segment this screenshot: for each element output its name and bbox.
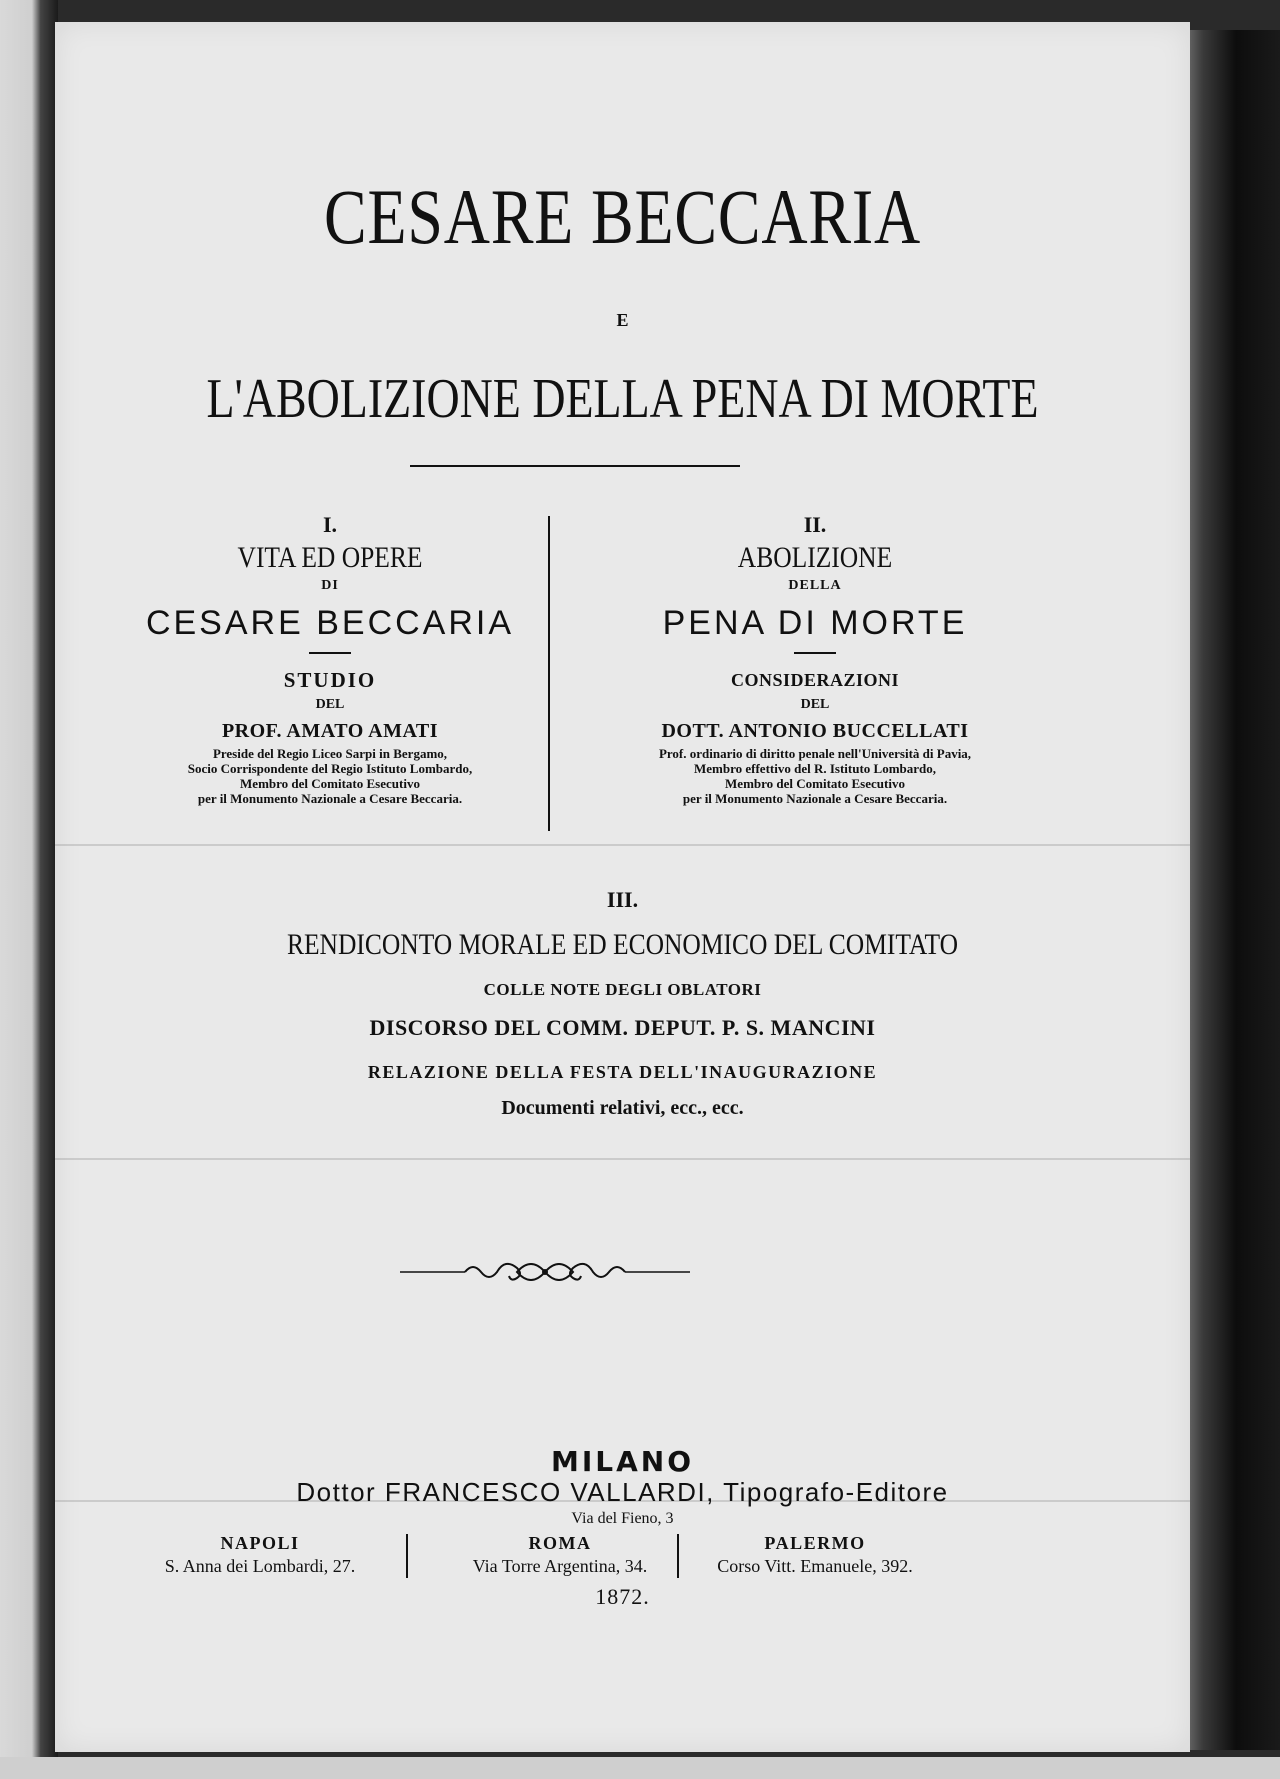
branch-divider [406,1534,408,1578]
page-fold-line [55,1158,1190,1160]
author-credential: per il Monumento Nazionale a Cesare Beccaria. [682,791,948,806]
part-by: DEL [800,697,830,712]
part-number: I. [322,512,338,537]
imprint-city: MILANO [550,1445,695,1478]
page-fold-line [55,844,1190,846]
branch-address: Via Torre Argentina, 34. [472,1556,648,1576]
book-subtitle: L'ABOLIZIONE DELLA PENA DI MORTE [206,368,1039,430]
part-three-note: COLLE NOTE DEGLI OBLATORI [483,980,762,999]
branch-napoli [130,1532,390,1578]
part-two-section [545,510,1085,806]
part-subject: CESARE BECCARIA [145,604,515,642]
section-rule [309,652,351,654]
author-credential: Membro del Comitato Esecutivo [725,776,905,791]
title-page [55,22,1190,1752]
author-credential: Membro del Comitato Esecutivo [240,776,420,791]
part-three-report: RELAZIONE DELLA FESTA DELL'INAUGURAZIONE [367,1062,878,1082]
branch-palermo [685,1532,945,1578]
branch-divider [677,1534,679,1578]
branch-city: NAPOLI [220,1533,300,1553]
branch-address: Corso Vitt. Emanuele, 392. [717,1556,913,1576]
author-credential: per il Monumento Nazionale a Cesare Beccaria. [197,791,463,806]
part-connector: DI [321,578,339,593]
branch-roma [420,1532,700,1578]
author-credential: Prof. ordinario di diritto penale nell'Università di Pavia, [658,746,972,761]
part-subject: PENA DI MORTE [662,604,968,642]
part-work: ABOLIZIONE [737,541,893,574]
part-connector: DELLA [788,578,842,593]
part-three-title: RENDICONTO MORALE ED ECONOMICO DEL COMITATO [286,928,959,961]
section-rule [794,652,836,654]
part-by: DEL [315,697,345,712]
part-kind: STUDIO [283,668,377,692]
branch-city: PALERMO [764,1533,866,1553]
part-work: VITA ED OPERE [237,541,423,574]
title-rule [410,465,740,467]
part-one-section [85,510,575,806]
part-number: II. [803,512,827,537]
part-three-speech: DISCORSO DEL COMM. DEPUT. P. S. MANCINI [369,1015,876,1040]
background-strip [0,1757,1280,1779]
part-number: III. [606,887,639,912]
author-credential: Membro effettivo del R. Istituto Lombardo, [693,761,937,776]
author-credential: Preside del Regio Liceo Sarpi in Bergamo, [212,746,448,761]
branch-city: ROMA [528,1533,592,1553]
book-title: CESARE BECCARIA [324,173,921,260]
branch-address: S. Anna dei Lombardi, 27. [164,1556,356,1576]
book-spine-left [0,0,58,1779]
imprint-publisher: Dottor FRANCESCO VALLARDI, Tipografo-Editore [296,1477,949,1507]
part-author: DOTT. ANTONIO BUCCELLATI [661,720,969,742]
ornament-flourish [395,1252,695,1292]
part-three-documents: Documenti relativi, ecc., ecc. [501,1097,744,1119]
imprint-address: Via del Fieno, 3 [571,1510,674,1527]
part-author: PROF. AMATO AMATI [221,720,439,742]
publication-year: 1872. [595,1584,650,1609]
title-conjunction: E [616,310,629,330]
author-credential: Socio Corrispondente del Regio Istituto Lombardo, [187,761,473,776]
part-kind: CONSIDERAZIONI [730,670,900,690]
